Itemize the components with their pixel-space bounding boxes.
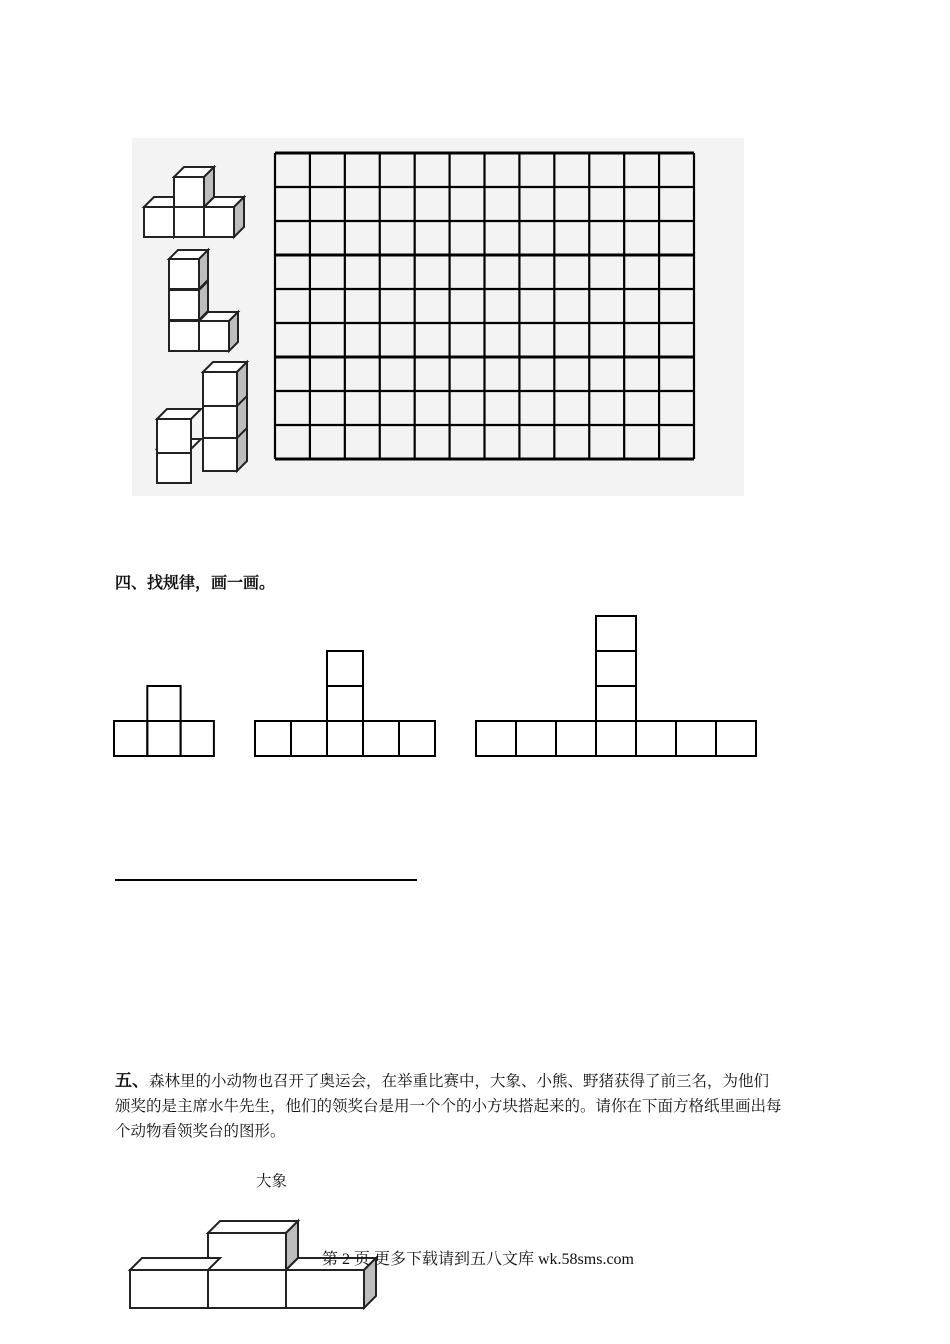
- section-5-number: 五、: [115, 1071, 149, 1091]
- section-5-line-1-text: 森林里的小动物也召开了奥运会，在举重比赛中，大象、小熊、野猪获得了前三名，为他们: [149, 1072, 770, 1090]
- section-4-title: 四、找规律，画一画。: [115, 573, 276, 592]
- section-5-line-2: 颁奖的是主席水牛先生，他们的领奖台是用一个个的小方块搭起来的。请你在下面方格纸里画出每: [115, 1097, 782, 1115]
- podium-first-place: [208, 1221, 298, 1270]
- viewer-label: 大象: [256, 1172, 288, 1190]
- page-footer: 第 2 页 更多下载请到五八文库 wk.58sms.com: [322, 1251, 635, 1268]
- section-5-line-3: 个动物看领奖台的图形。: [115, 1122, 286, 1140]
